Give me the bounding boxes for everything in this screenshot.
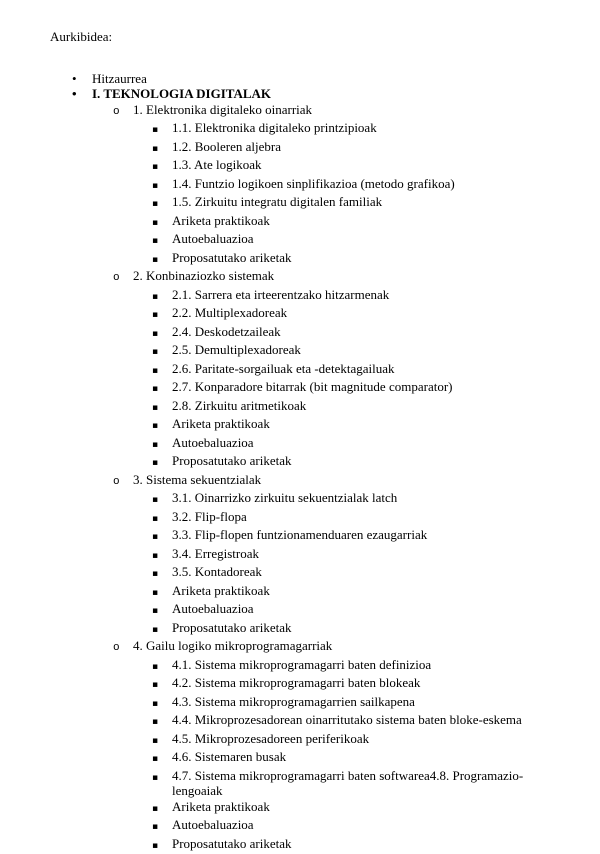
toc-item-label: Ariketa praktikoak [172,416,270,432]
toc-item [0,817,600,836]
toc-item-label: 1. Elektronika digitaleko oinarriak [133,102,312,118]
toc-item-label: Hitzaurrea [92,71,147,87]
toc-item [0,176,600,195]
toc-item [0,472,600,491]
bullet-square-icon: ▪ [148,438,172,454]
toc-item [0,564,600,583]
bullet-square-icon: ▪ [148,604,172,620]
toc-item-label: Autoebaluazioa [172,601,254,617]
bullet-square-icon: ▪ [148,586,172,602]
bullet-square-icon: ▪ [148,802,172,818]
toc-item [0,398,600,417]
toc-item [0,799,600,818]
toc-item-label: I. TEKNOLOGIA DIGITALAK [92,86,271,102]
toc-item [0,509,600,528]
bullet-square-icon: ▪ [148,179,172,195]
bullet-disc-icon: • [68,71,92,87]
toc-item-label: Autoebaluazioa [172,435,254,451]
toc-item-label: 4. Gailu logiko mikroprogramagarriak [133,638,332,654]
toc-item-label: 4.2. Sistema mikroprogramagarri baten blokeak [172,675,420,691]
toc-item-label: Proposatutako ariketak [172,250,292,266]
table-of-contents [0,71,600,854]
toc-item-label: 4.4. Mikroprozesadorean oinarritutako sistema baten bloke-eskema [172,712,522,728]
toc-item-label: Ariketa praktikoak [172,583,270,599]
toc-item [0,120,600,139]
toc-item-label: 4.5. Mikroprozesadoreen periferikoak [172,731,369,747]
toc-item [0,453,600,472]
toc-item-label: 1.2. Booleren aljebra [172,139,281,155]
bullet-square-icon: ▪ [148,364,172,380]
bullet-square-icon: ▪ [148,660,172,676]
toc-item [0,435,600,454]
bullet-square-icon: ▪ [148,345,172,361]
toc-item [0,546,600,565]
bullet-square-icon: ▪ [148,512,172,528]
toc-item-label: 3. Sistema sekuentzialak [133,472,261,488]
toc-item-label: 3.1. Oinarrizko zirkuitu sekuentzialak latch [172,490,397,506]
toc-item [0,768,600,799]
toc-item-label: 2.6. Paritate-sorgailuak eta -detektagailuak [172,361,394,377]
toc-item [0,213,600,232]
bullet-square-icon: ▪ [148,419,172,435]
toc-item [0,194,600,213]
toc-item-label: 4.1. Sistema mikroprogramagarri baten definizioa [172,657,431,673]
bullet-square-icon: ▪ [148,623,172,639]
bullet-square-icon: ▪ [148,697,172,713]
bullet-circle-icon: o [109,105,133,121]
toc-item [0,305,600,324]
toc-item-label: 1.4. Funtzio logikoen sinplifikazioa (metodo grafikoa) [172,176,455,192]
toc-item [0,490,600,509]
bullet-square-icon: ▪ [148,327,172,343]
bullet-square-icon: ▪ [148,308,172,324]
bullet-square-icon: ▪ [148,234,172,250]
bullet-square-icon: ▪ [148,715,172,731]
toc-item-label: 3.5. Kontadoreak [172,564,262,580]
toc-item-label: 2.2. Multiplexadoreak [172,305,287,321]
toc-item-label: 2.8. Zirkuitu aritmetikoak [172,398,306,414]
bullet-square-icon: ▪ [148,530,172,546]
toc-item-label: 3.4. Erregistroak [172,546,259,562]
bullet-square-icon: ▪ [148,456,172,472]
bullet-square-icon: ▪ [148,123,172,139]
toc-item [0,638,600,657]
bullet-square-icon: ▪ [148,567,172,583]
toc-item [0,139,600,158]
bullet-square-icon: ▪ [148,678,172,694]
toc-item [0,86,600,102]
toc-item-label: 4.3. Sistema mikroprogramagarrien sailkapena [172,694,415,710]
bullet-square-icon: ▪ [148,549,172,565]
bullet-square-icon: ▪ [148,216,172,232]
page-title: Aurkibidea: [50,29,600,45]
toc-item-label: 1.5. Zirkuitu integratu digitalen familiak [172,194,382,210]
bullet-disc-icon: • [68,86,92,102]
toc-item [0,731,600,750]
toc-item [0,268,600,287]
bullet-square-icon: ▪ [148,142,172,158]
bullet-circle-icon: o [109,641,133,657]
toc-item [0,361,600,380]
toc-item-label: 3.2. Flip-flopa [172,509,247,525]
toc-item [0,157,600,176]
bullet-square-icon: ▪ [148,160,172,176]
toc-item-label: 2. Konbinaziozko sistemak [133,268,274,284]
bullet-circle-icon: o [109,271,133,287]
toc-item [0,583,600,602]
bullet-circle-icon: o [109,475,133,491]
toc-item [0,102,600,121]
toc-item [0,416,600,435]
bullet-square-icon: ▪ [148,253,172,269]
bullet-square-icon: ▪ [148,734,172,750]
toc-item-label: 4.7. Sistema mikroprogramagarri baten softwarea4.8. Programazio-lengoaiak [172,768,532,799]
toc-item [0,342,600,361]
toc-item-label: Ariketa praktikoak [172,213,270,229]
toc-item [0,379,600,398]
toc-item [0,527,600,546]
toc-item [0,620,600,639]
bullet-square-icon: ▪ [148,382,172,398]
bullet-square-icon: ▪ [148,771,172,787]
toc-item-label: 1.3. Ate logikoak [172,157,262,173]
toc-item-label: Proposatutako ariketak [172,836,292,852]
toc-item-label: Proposatutako ariketak [172,620,292,636]
toc-item-label: Autoebaluazioa [172,817,254,833]
toc-item [0,324,600,343]
bullet-square-icon: ▪ [148,197,172,213]
toc-item-label: Ariketa praktikoak [172,799,270,815]
toc-item [0,712,600,731]
toc-item-label: 2.7. Konparadore bitarrak (bit magnitude comparator) [172,379,452,395]
bullet-square-icon: ▪ [148,752,172,768]
toc-item [0,694,600,713]
toc-item [0,250,600,269]
toc-item-label: Autoebaluazioa [172,231,254,247]
toc-item [0,287,600,306]
toc-item-label: 1.1. Elektronika digitaleko printzipioak [172,120,377,136]
toc-item-label: 2.4. Deskodetzaileak [172,324,281,340]
toc-item [0,71,600,87]
bullet-square-icon: ▪ [148,401,172,417]
bullet-square-icon: ▪ [148,290,172,306]
toc-item-label: 3.3. Flip-flopen funtzionamenduaren ezaugarriak [172,527,427,543]
toc-item-label: Proposatutako ariketak [172,453,292,469]
toc-item [0,749,600,768]
toc-item [0,675,600,694]
toc-item-label: 2.1. Sarrera eta irteerentzako hitzarmenak [172,287,389,303]
toc-item [0,836,600,854]
toc-item [0,601,600,620]
bullet-square-icon: ▪ [148,493,172,509]
toc-item [0,231,600,250]
bullet-square-icon: ▪ [148,820,172,836]
toc-item-label: 2.5. Demultiplexadoreak [172,342,301,358]
toc-item-label: 4.6. Sistemaren busak [172,749,286,765]
toc-item [0,657,600,676]
bullet-square-icon: ▪ [148,839,172,854]
